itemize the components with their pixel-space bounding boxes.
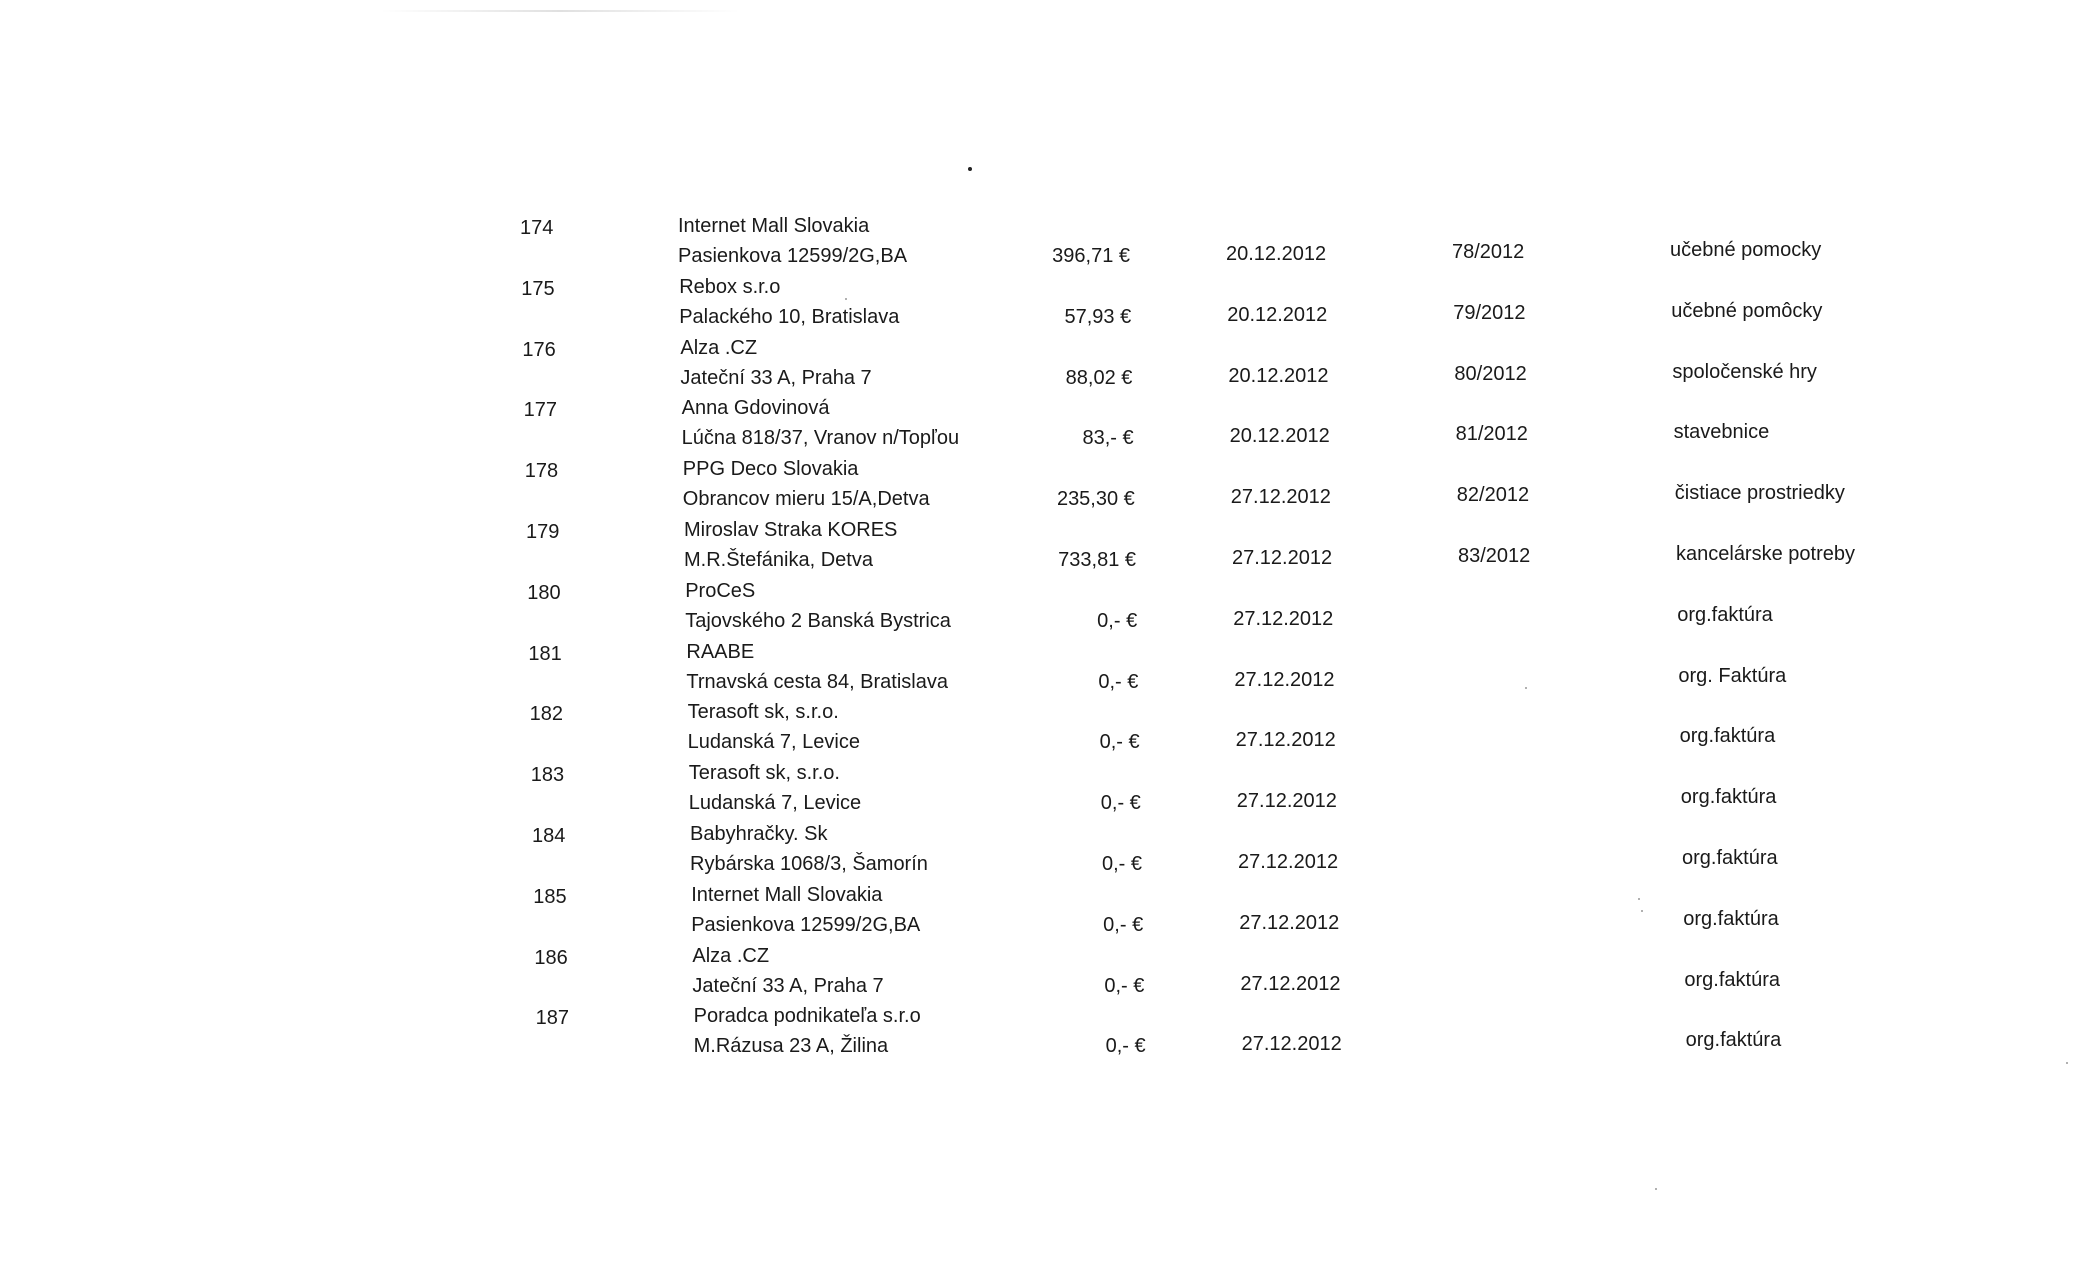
item-description: kancelárske potreby — [1676, 542, 1855, 565]
ledger-row — [530, 698, 1930, 759]
ledger-row — [532, 820, 1932, 881]
ledger-row — [536, 1002, 1936, 1063]
item-description: čistiace prostriedky — [1674, 482, 1845, 505]
item-description: org.faktúra — [1684, 968, 1781, 991]
scan-artifact-speck — [1655, 1188, 1657, 1190]
invoice-amount: 235,30 € — [1056, 488, 1135, 511]
invoice-amount: 396,71 € — [1052, 245, 1130, 267]
invoice-amount: 0,- € — [1099, 731, 1140, 754]
item-description: učebné pomocky — [1670, 239, 1822, 261]
supplier-name: Terasoft sk, s.r.o. — [687, 701, 839, 724]
scan-artifact-speck — [2066, 1062, 2068, 1064]
row-number: 185 — [533, 885, 567, 908]
invoice-amount: 57,93 € — [1064, 305, 1132, 328]
row-number: 175 — [521, 277, 555, 300]
supplier-name: Poradca podnikateľa s.r.o — [693, 1005, 921, 1028]
supplier-address: M.R.Štefánika, Detva — [684, 548, 873, 571]
invoice-amount: 733,81 € — [1058, 548, 1136, 571]
invoice-amount: 0,- € — [1097, 609, 1138, 632]
item-description: org.faktúra — [1682, 846, 1778, 869]
ledger-row — [520, 212, 1920, 273]
item-description: org.faktúra — [1679, 725, 1776, 748]
supplier-address: Ludanská 7, Levice — [687, 731, 860, 754]
invoice-date: 20.12.2012 — [1229, 425, 1330, 448]
supplier-address: M.Rázusa 23 A, Žilina — [693, 1035, 889, 1058]
supplier-name: Miroslav Straka KORES — [684, 518, 898, 541]
supplier-name: Rebox s.r.o — [679, 275, 781, 298]
scan-artifact-dot — [968, 167, 972, 171]
invoice-date: 27.12.2012 — [1230, 486, 1331, 509]
invoice-date: 27.12.2012 — [1232, 546, 1333, 569]
ledger-row — [521, 273, 1921, 334]
supplier-name: Internet Mall Slovakia — [678, 215, 870, 237]
supplier-address: Obrancov mieru 15/A,Detva — [682, 488, 930, 511]
row-number: 184 — [532, 824, 566, 847]
row-number: 182 — [529, 703, 563, 726]
invoice-date: 20.12.2012 — [1227, 303, 1328, 326]
item-description: org.faktúra — [1685, 1029, 1782, 1052]
invoice-date: 27.12.2012 — [1239, 911, 1340, 934]
supplier-name: RAABE — [686, 640, 755, 663]
ledger-row — [531, 759, 1931, 820]
invoice-amount: 0,- € — [1098, 670, 1139, 693]
supplier-name: ProCeS — [685, 579, 756, 602]
invoice-amount: 83,- € — [1082, 427, 1134, 450]
supplier-address: Ludanská 7, Levice — [688, 792, 862, 815]
ledger-row — [525, 455, 1925, 516]
invoice-date: 27.12.2012 — [1233, 607, 1334, 630]
invoice-amount: 0,- € — [1101, 852, 1142, 875]
invoice-date: 27.12.2012 — [1240, 972, 1341, 995]
supplier-name: Alza .CZ — [692, 944, 770, 967]
supplier-name: Alza .CZ — [680, 336, 758, 359]
scan-artifact-line — [380, 10, 740, 12]
invoice-number: 79/2012 — [1453, 301, 1526, 324]
invoice-number: 83/2012 — [1458, 544, 1531, 567]
ledger-row — [526, 516, 1926, 577]
item-description: org.faktúra — [1677, 603, 1773, 626]
row-number: 187 — [535, 1007, 569, 1030]
row-number: 179 — [526, 520, 560, 543]
supplier-name: Anna Gdovinová — [681, 397, 830, 420]
supplier-address: Jateční 33 A, Praha 7 — [680, 366, 872, 389]
invoice-amount: 0,- € — [1105, 1035, 1146, 1058]
supplier-address: Pasienkova 12599/2G,BA — [691, 913, 921, 936]
row-number: 174 — [520, 217, 554, 239]
supplier-name: Babyhračky. Sk — [690, 822, 828, 845]
invoice-ledger-table — [520, 212, 1920, 1063]
supplier-address: Pasienkova 12599/2G,BA — [678, 245, 908, 267]
supplier-address: Palackého 10, Bratislava — [679, 305, 900, 328]
invoice-number: 78/2012 — [1452, 241, 1525, 263]
invoice-date: 27.12.2012 — [1235, 729, 1336, 752]
supplier-address: Jateční 33 A, Praha 7 — [692, 974, 884, 997]
invoice-number: 80/2012 — [1454, 362, 1527, 385]
ledger-row — [533, 881, 1933, 942]
invoice-date: 20.12.2012 — [1226, 243, 1327, 265]
invoice-date: 20.12.2012 — [1228, 364, 1329, 387]
invoice-number: 82/2012 — [1456, 484, 1530, 507]
invoice-date: 27.12.2012 — [1236, 790, 1337, 813]
supplier-name: Terasoft sk, s.r.o. — [688, 762, 840, 785]
item-description: spoločenské hry — [1672, 360, 1817, 383]
item-description: stavebnice — [1673, 421, 1770, 444]
ledger-row — [522, 334, 1922, 395]
row-number: 177 — [523, 399, 557, 422]
supplier-name: PPG Deco Slovakia — [682, 458, 859, 481]
ledger-row — [524, 394, 1924, 455]
supplier-address: Lúčna 818/37, Vranov n/Topľou — [681, 427, 960, 450]
supplier-address: Rybárska 1068/3, Šamorín — [690, 852, 928, 875]
row-number: 186 — [534, 946, 568, 969]
invoice-amount: 0,- € — [1104, 974, 1145, 997]
row-number: 180 — [527, 581, 561, 604]
invoice-date: 27.12.2012 — [1238, 850, 1339, 873]
ledger-row — [527, 577, 1927, 638]
row-number: 183 — [530, 764, 565, 787]
invoice-amount: 88,02 € — [1065, 366, 1133, 389]
item-description: org.faktúra — [1680, 786, 1777, 809]
item-description: učebné pomôcky — [1671, 299, 1823, 322]
item-description: org.faktúra — [1683, 907, 1779, 930]
supplier-address: Trnavská cesta 84, Bratislava — [686, 670, 948, 693]
invoice-number: 81/2012 — [1455, 423, 1528, 446]
ledger-row — [534, 942, 1934, 1003]
ledger-row — [528, 638, 1928, 699]
invoice-date: 27.12.2012 — [1241, 1033, 1342, 1056]
invoice-amount: 0,- € — [1100, 792, 1141, 815]
row-number: 178 — [524, 460, 559, 483]
supplier-name: Internet Mall Slovakia — [691, 883, 883, 906]
item-description: org. Faktúra — [1678, 664, 1787, 687]
invoice-date: 27.12.2012 — [1234, 668, 1335, 691]
invoice-amount: 0,- € — [1103, 913, 1144, 936]
row-number: 181 — [528, 642, 562, 665]
supplier-address: Tajovského 2 Banská Bystrica — [685, 609, 951, 632]
row-number: 176 — [522, 338, 556, 361]
